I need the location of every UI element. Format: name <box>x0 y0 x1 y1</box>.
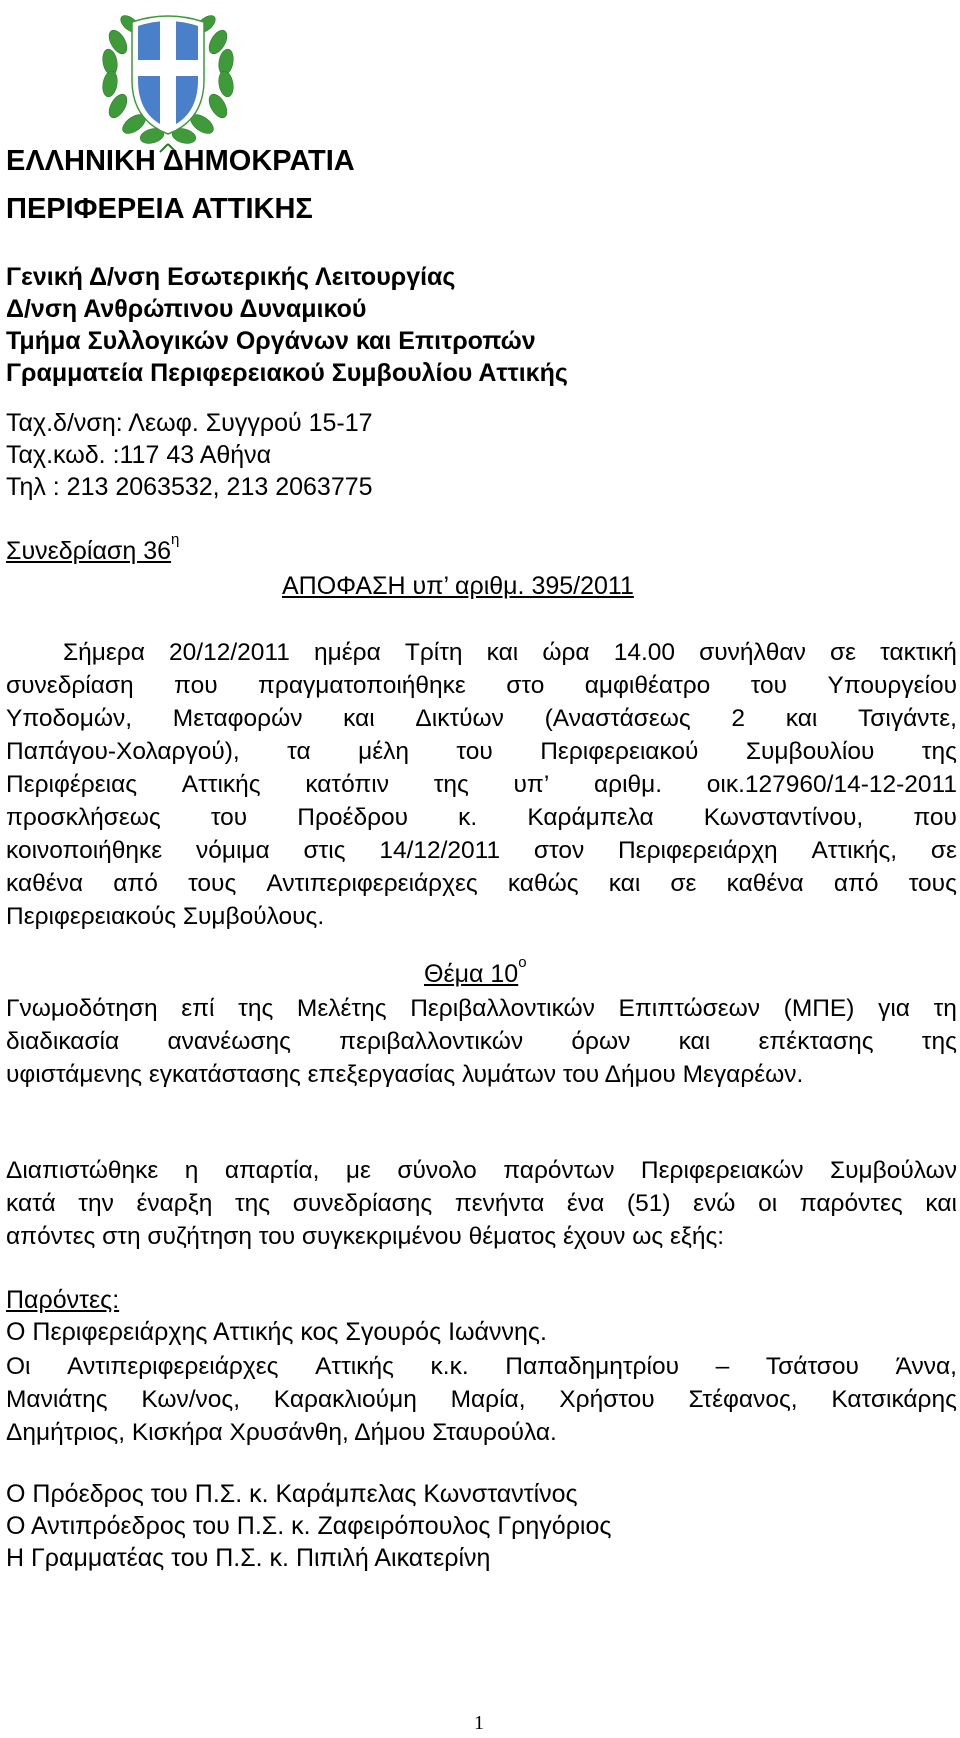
word: της <box>238 995 274 1022</box>
address-line: Ταχ.δ/νση: Λεωφ. Συγγρού 15-17 <box>6 409 373 437</box>
word: 14/12/2011 <box>379 837 501 864</box>
word: που <box>913 804 957 831</box>
phone-line: Τηλ : 213 2063532, 213 2063775 <box>6 473 373 501</box>
word: Παπαδημητρίου <box>505 1353 679 1380</box>
word: έναρξη <box>136 1190 213 1217</box>
word: Αντιπεριφερειάρχες <box>67 1353 279 1380</box>
word: Καράμπελα <box>527 804 654 831</box>
topic-heading: Θέμα $10^o$ <box>424 954 527 988</box>
word: συνεδρίαση <box>6 672 134 699</box>
word: στο <box>506 672 545 699</box>
greek-coat-of-arms-emblem <box>88 2 248 154</box>
word: Μεταφορών <box>172 705 303 732</box>
word: πενήντα <box>454 1190 545 1217</box>
word: Περιβαλλοντικών <box>410 995 595 1022</box>
word: καθώς <box>507 870 579 897</box>
word: κατά <box>6 1190 56 1217</box>
word: παρόντες <box>799 1190 903 1217</box>
word: Διαπιστώθηκε <box>6 1157 159 1184</box>
word: επί <box>181 995 215 1022</box>
word: συνεδρίασης <box>292 1190 433 1217</box>
word: Τσάτσου <box>765 1353 859 1380</box>
word: Περιφερειακού <box>540 738 699 765</box>
session-number: Συνεδρίαση $36^\eta$ <box>6 531 180 565</box>
word: κ.κ. <box>430 1353 469 1380</box>
word: επέκτασης <box>758 1028 874 1055</box>
word: και <box>343 705 375 732</box>
intro-line <box>6 834 957 867</box>
intro-paragraph <box>6 636 957 933</box>
word: αριθμ. <box>593 771 663 798</box>
intro-line <box>6 867 957 900</box>
word: τακτική <box>880 639 957 666</box>
topic-line <box>6 992 957 1025</box>
word: και <box>785 705 818 732</box>
word: που <box>174 672 218 699</box>
word: Συμβουλίου <box>745 738 875 765</box>
word: Περιφερειακών <box>640 1157 804 1184</box>
intro-line <box>6 768 957 801</box>
council-president-line: Ο Πρόεδρος του Π.Σ. κ. Καράμπελας Κωνσταντίνος <box>6 1480 578 1508</box>
department-line: Τμήμα Συλλογικών Οργάνων και Επιτροπών <box>6 327 536 355</box>
word: 2 <box>731 705 746 732</box>
word: του <box>750 672 788 699</box>
present-line <box>6 1350 957 1383</box>
word: ημέρα <box>313 639 381 666</box>
word: περιβαλλοντικών <box>339 1028 524 1055</box>
word: από <box>113 870 158 897</box>
decision-number: ΑΠΟΦΑΣΗ υπ’ αριθμ. 395/2011 <box>282 572 634 600</box>
word: της <box>921 1028 957 1055</box>
word: στις <box>303 837 346 864</box>
word: καθένα <box>6 870 84 897</box>
topic-last-line: υφιστάμενης εγκατάστασης επεξεργασίας λυμάτων του Δήμου Μεγαρέων. <box>6 1061 804 1088</box>
postal-code-line: Ταχ.κωδ. :117 43 Αθήνα <box>6 441 272 469</box>
word: μέλη <box>358 738 409 765</box>
word: η <box>184 1157 199 1184</box>
word: Μαρία, <box>450 1386 526 1413</box>
quorum-line <box>6 1154 957 1187</box>
word: τη <box>933 995 957 1022</box>
present-label: Παρόντες: <box>6 1286 120 1314</box>
word: οι <box>758 1190 778 1217</box>
word: της <box>921 738 957 765</box>
word: ένα <box>566 1190 605 1217</box>
word: οικ.127960/14-12-2011 <box>706 771 957 798</box>
word: Τσιγάντε, <box>858 705 957 732</box>
word: Υποδομών, <box>6 705 133 732</box>
word: Αντιπεριφερειάρχες <box>266 870 478 897</box>
word: Καρακλιούμη <box>273 1386 417 1413</box>
word: αμφιθέατρο <box>584 672 711 699</box>
word: (ΜΠΕ) <box>783 995 855 1022</box>
word: Άννα, <box>895 1353 957 1380</box>
word: συνήλθαν <box>699 639 806 666</box>
word: της <box>234 1190 271 1217</box>
word: Παπάγου-Χολαργού), <box>6 738 240 765</box>
intro-line <box>6 669 957 702</box>
word: Γνωμοδότηση <box>6 995 158 1022</box>
word: νόμιμα <box>196 837 270 864</box>
word: απαρτία, <box>224 1157 320 1184</box>
word: διαδικασία <box>6 1028 120 1055</box>
council-vice-president-line: Ο Αντιπρόεδρος του Π.Σ. κ. Ζαφειρόπουλος Γρηγόριος <box>6 1512 612 1540</box>
word: Τρίτη <box>404 639 463 666</box>
word: Κωνσταντίνου, <box>703 804 864 831</box>
word: (51) <box>626 1190 671 1217</box>
word: σε <box>829 639 856 666</box>
word: την <box>78 1190 114 1217</box>
word: και <box>608 870 641 897</box>
word: (Αναστάσεως <box>544 705 691 732</box>
word: σε <box>670 870 697 897</box>
word: Μελέτης <box>296 995 387 1022</box>
word: Χρήστου <box>559 1386 655 1413</box>
word: τους <box>908 870 957 897</box>
word: πραγματοποιήθηκε <box>258 672 466 699</box>
word: Αττικής, <box>811 837 898 864</box>
word: Οι <box>6 1353 31 1380</box>
word: του <box>456 738 493 765</box>
word: Περιφέρειας <box>6 771 138 798</box>
word: και <box>678 1028 711 1055</box>
word: και <box>925 1190 957 1217</box>
word: 14.00 <box>613 639 676 666</box>
word: Κατσικάρης <box>831 1386 957 1413</box>
intro-last-line: Περιφερειακούς Συμβούλους. <box>6 903 325 930</box>
word: Περιφερειάρχη <box>617 837 778 864</box>
intro-line <box>6 636 957 669</box>
department-line: Γενική Δ/νση Εσωτερικής Λειτουργίας <box>6 263 456 291</box>
quorum-line <box>6 1187 957 1220</box>
present-line <box>6 1383 957 1416</box>
word: από <box>833 870 879 897</box>
department-line: Γραμματεία Περιφερειακού Συμβουλίου Αττικής <box>6 359 568 387</box>
topic-paragraph <box>6 992 957 1091</box>
word: κοινοποιήθηκε <box>6 837 163 864</box>
word: υπ’ <box>513 771 550 798</box>
word: σύνολο <box>397 1157 477 1184</box>
page-number: 1 <box>474 1712 484 1734</box>
word: σε <box>930 837 957 864</box>
country-heading: ΕΛΛΗΝΙΚΗ ΔΗΜΟΚΡΑΤΙΑ <box>6 145 355 177</box>
word: τα <box>287 738 311 765</box>
word: της <box>433 771 469 798</box>
word: Αττικής <box>181 771 261 798</box>
word: τους <box>188 870 237 897</box>
word: παρόντων <box>503 1157 615 1184</box>
word: 20/12/2011 <box>169 639 290 666</box>
word: και <box>486 639 519 666</box>
word: Σήμερα <box>63 639 145 666</box>
word: προσκλήσεως <box>6 804 161 831</box>
word: Συμβούλων <box>829 1157 957 1184</box>
word: Επιπτώσεων <box>618 995 761 1022</box>
word: για <box>878 995 910 1022</box>
regional-governor-line: Ο Περιφερειάρχης Αττικής κος Σγουρός Ιωάννης. <box>6 1318 547 1346</box>
quorum-last-line: απόντες στη συζήτηση του συγκεκριμένου θέματος έχουν ως εξής: <box>6 1223 725 1250</box>
word: Δικτύων <box>415 705 504 732</box>
intro-line <box>6 702 957 735</box>
word: – <box>715 1353 730 1380</box>
word: Προέδρου <box>297 804 409 831</box>
council-secretary-line: Η Γραμματέας του Π.Σ. κ. Πιπιλή Αικατερίνη <box>6 1544 491 1572</box>
word: όρων <box>571 1028 631 1055</box>
region-heading: ΠΕΡΙΦΕΡΕΙΑ ΑΤΤΙΚΗΣ <box>6 193 313 225</box>
word: Κων/νος, <box>141 1386 241 1413</box>
word: κατόπιν <box>305 771 389 798</box>
intro-line <box>6 735 957 768</box>
word: ανανέωσης <box>167 1028 291 1055</box>
word: ενώ <box>693 1190 736 1217</box>
word: ώρα <box>542 639 590 666</box>
word: Μανιάτης <box>6 1386 108 1413</box>
word: Υπουργείου <box>827 672 957 699</box>
intro-line <box>6 801 957 834</box>
word: του <box>210 804 248 831</box>
present-last-line: Δημήτριος, Κισκήρα Χρυσάνθη, Δήμου Σταυρούλα. <box>6 1419 557 1446</box>
word: κ. <box>458 804 478 831</box>
quorum-paragraph <box>6 1154 957 1253</box>
word: καθένα <box>726 870 804 897</box>
word: Αττικής <box>315 1353 394 1380</box>
word: Στέφανος, <box>688 1386 798 1413</box>
word: στον <box>533 837 585 864</box>
department-line: Δ/νση Ανθρώπινου Δυναμικού <box>6 295 367 323</box>
vice-governors-paragraph <box>6 1350 957 1449</box>
topic-line <box>6 1025 957 1058</box>
word: με <box>345 1157 371 1184</box>
